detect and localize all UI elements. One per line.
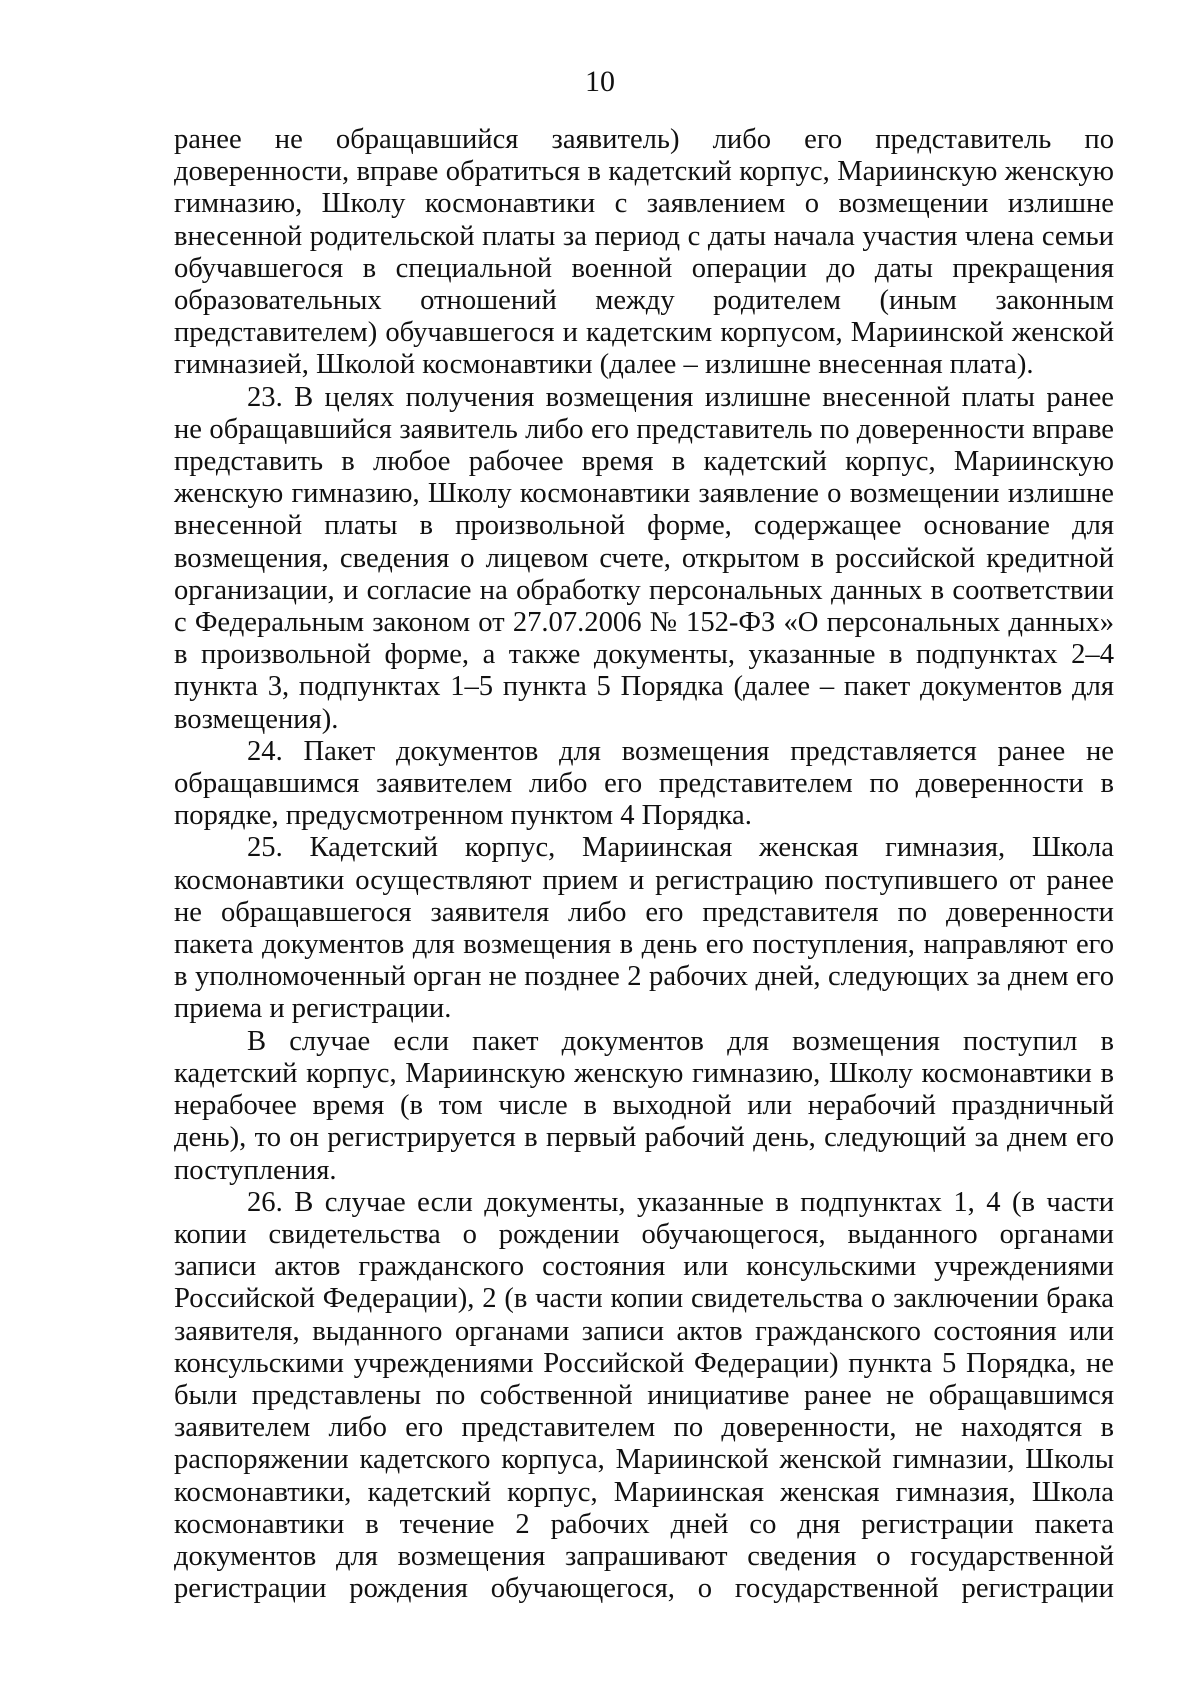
paragraph-item-24: 24. Пакет документов для возмещения представляется ранее не обращавшимся заявителем либо его представителем по доверенности в порядке, предусмотренном пунктом 4 Порядка.	[174, 735, 1114, 832]
paragraph-continuation: ранее не обращавшийся заявитель) либо его представитель по доверенности, вправе обратиться в кадетский корпус, Мариинскую женскую гимназию, Школу космонавтики с заявлением о возмещении излишне внесенной родительской платы за период с даты начала участия члена семьи обучавшегося в специальной военной операции до даты прекращения образовательных отношений между родителем (иным законным представителем) обучавшегося и кадетским корпусом, Мариинской женской гимназией, Школой космонавтики (далее – излишне внесенная плата).	[174, 124, 1114, 381]
page-number: 10	[585, 65, 615, 98]
paragraph-item-25: 25. Кадетский корпус, Мариинская женская гимназия, Школа космонавтики осуществляют прием и регистрацию поступившего от ранее не обращавшегося заявителя либо его представителя по доверенности пакета документов для возмещения в день его поступления, направляют его в уполномоченный орган не позднее 2 рабочих дней, следующих за днем его приема и регистрации.	[174, 832, 1114, 1025]
paragraph-item-23: 23. В целях получения возмещения излишне внесенной платы ранее не обращавшийся заявитель либо его представитель по доверенности вправе представить в любое рабочее время в кадетский корпус, Мариинскую женскую гимназию, Школу космонавтики заявление о возмещении излишне внесенной платы в произвольной форме, содержащее основание для возмещения, сведения о лицевом счете, открытом в российской кредитной организации, и согласие на обработку персональных данных в соответствии с Федеральным законом от 27.07.2006 № 152-ФЗ «О персональных данных» в произвольной форме, а также документы, указанные в подпунктах 2–4 пункта 3, подпунктах 1–5 пункта 5 Порядка (далее – пакет документов для возмещения).	[174, 381, 1114, 735]
document-body	[174, 124, 1114, 1605]
paragraph-item-26: 26. В случае если документы, указанные в подпунктах 1, 4 (в части копии свидетельства о рождении обучающегося, выданного органами записи актов гражданского состояния или консульскими учреждениями Российской Федерации), 2 (в части копии свидетельства о заключении брака заявителя, выданного органами записи актов гражданского состояния или консульскими учреждениями Российской Федерации) пункта 5 Порядка, не были представлены по собственной инициативе ранее не обращавшимся заявителем либо его представителем по доверенности, не находятся в распоряжении кадетского корпуса, Мариинской женской гимназии, Школы космонавтики, кадетский корпус, Мариинская женская гимназия, Школа космонавтики в течение 2 рабочих дней со дня регистрации пакета документов для возмещения запрашивают сведения о государственной регистрации рождения обучающегося, о государственной регистрации	[174, 1186, 1114, 1605]
paragraph-item-25-note: В случае если пакет документов для возмещения поступил в кадетский корпус, Мариинскую женскую гимназию, Школу космонавтики в нерабочее время (в том числе в выходной или нерабочий праздничный день), то он регистрируется в первый рабочий день, следующий за днем его поступления.	[174, 1025, 1114, 1186]
